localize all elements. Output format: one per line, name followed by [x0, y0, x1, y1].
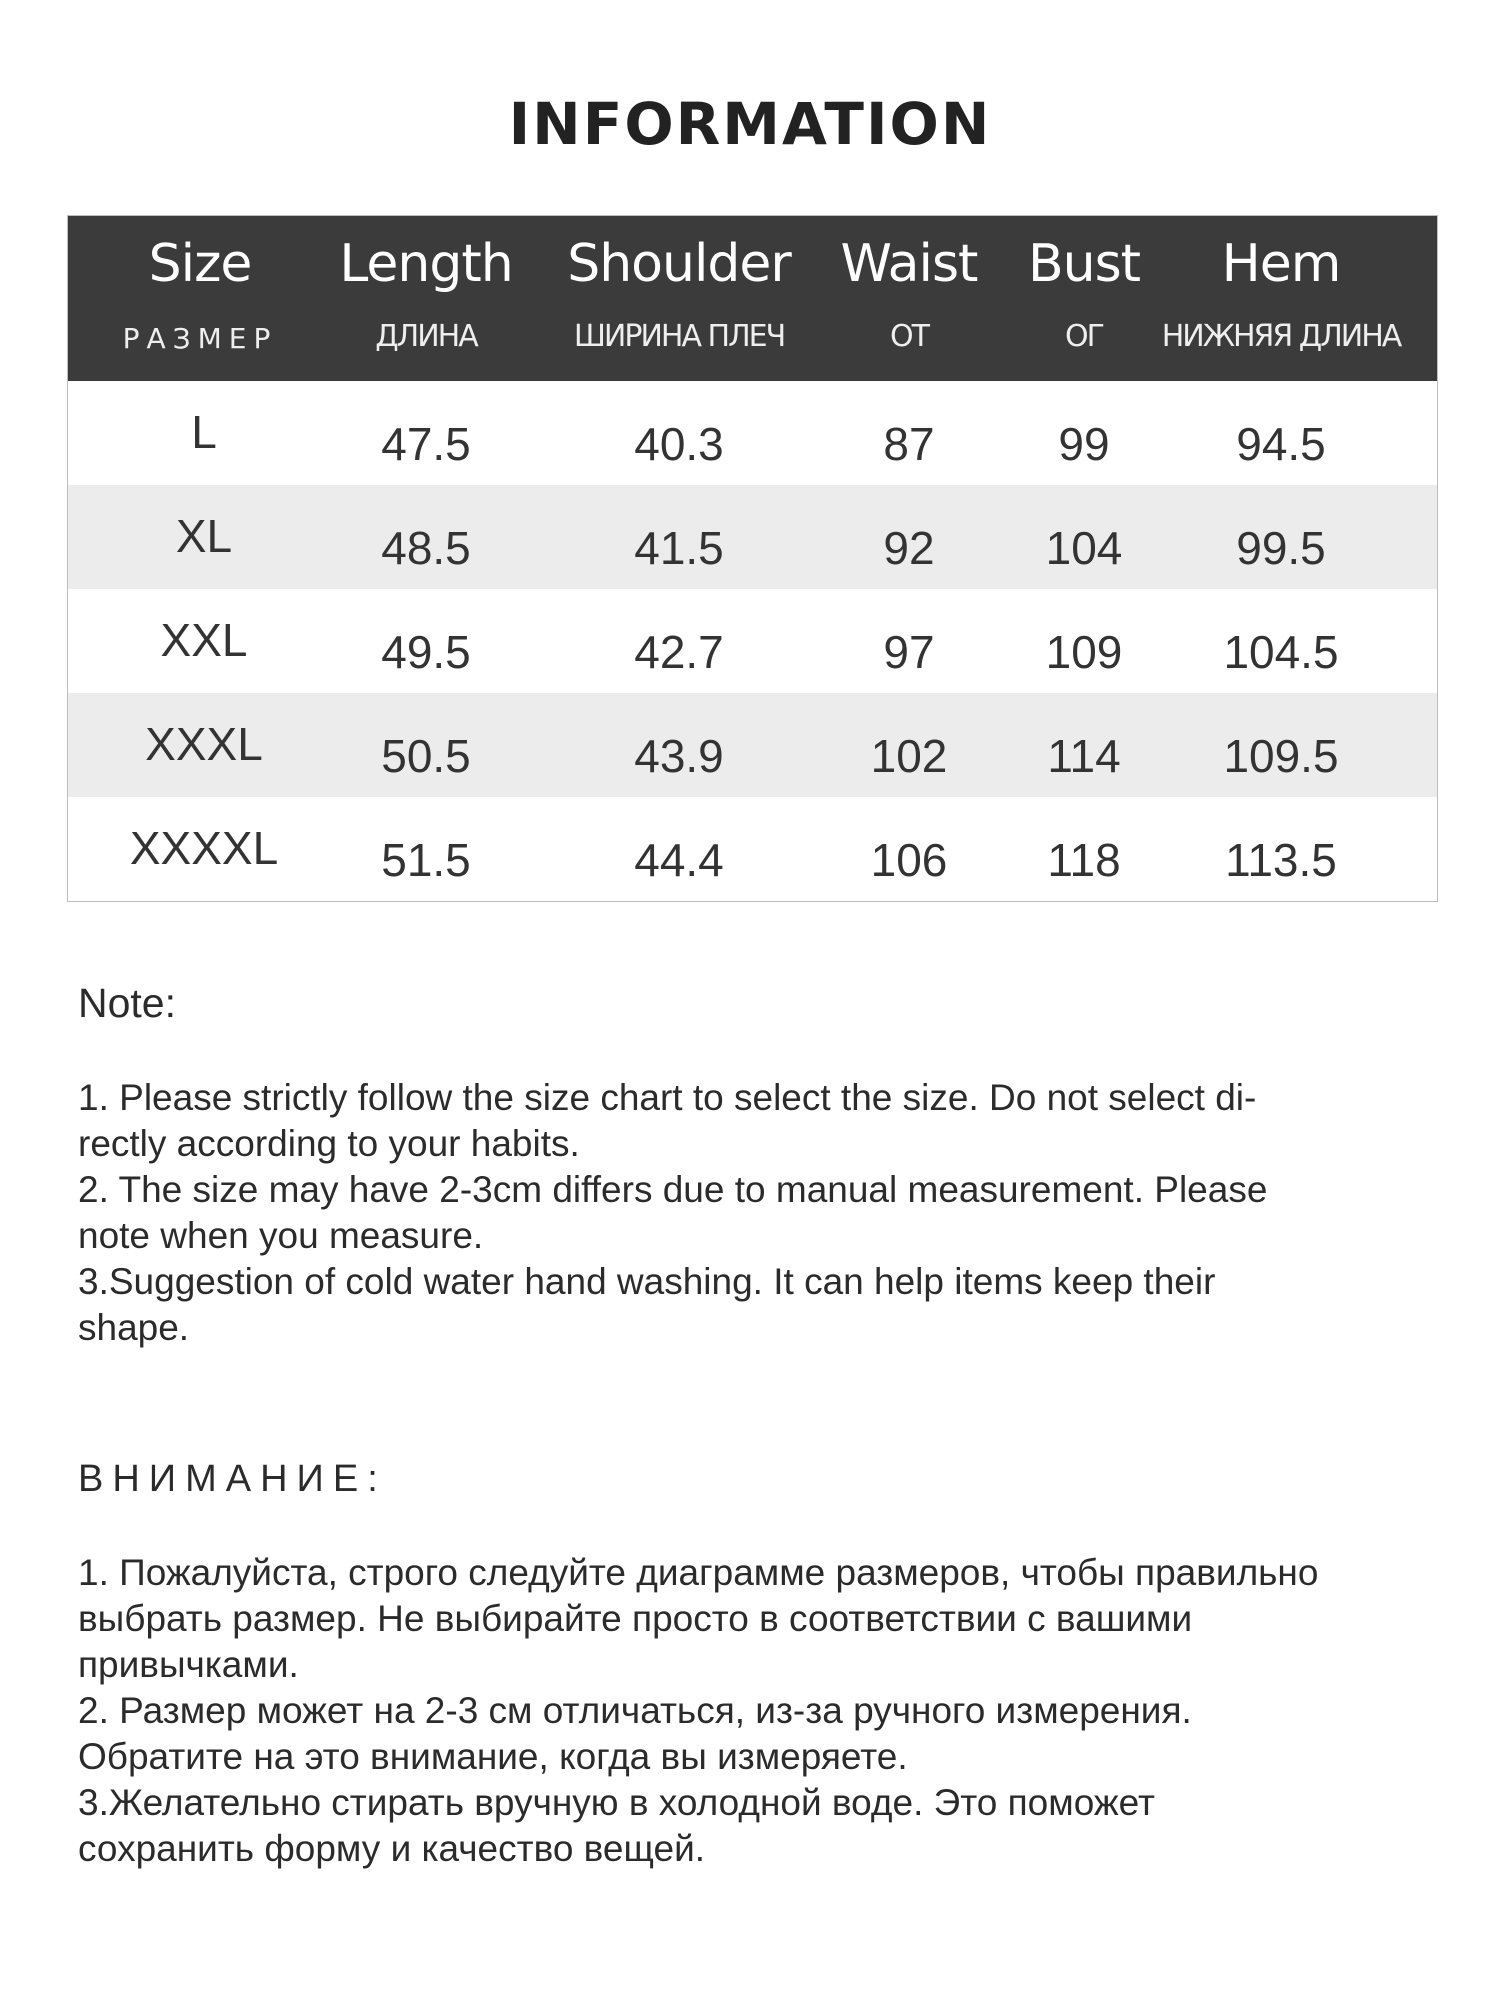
note-body: [78, 1075, 1438, 1351]
ru-note-line: сохранить форму и качество вещей.: [78, 1828, 706, 1869]
cell-shoulder: 43.9: [634, 730, 724, 782]
cell-bust: 99: [1058, 418, 1110, 470]
cell-waist: 92: [883, 522, 935, 574]
cell-waist: 102: [870, 730, 948, 782]
cell-hem: 94.5: [1236, 418, 1326, 470]
cell-bust: 104: [1045, 522, 1123, 574]
cell-length: 48.5: [381, 522, 471, 574]
table-row: [68, 381, 1437, 485]
cell-size: XXXXL: [129, 822, 279, 874]
cell-bust: 114: [1047, 730, 1121, 782]
cell-hem: 99.5: [1236, 522, 1326, 574]
cell-hem: 113.5: [1225, 834, 1337, 886]
ru-note-line: 3.Желательно стирать вручную в холодной воде. Это поможет: [78, 1782, 1155, 1823]
note-heading: Note:: [78, 980, 176, 1026]
header-hem-en: Hem: [1221, 234, 1341, 294]
cell-shoulder: 44.4: [634, 834, 724, 886]
cell-bust: 118: [1047, 834, 1121, 886]
note-line: note when you measure.: [78, 1215, 484, 1256]
cell-length: 50.5: [381, 730, 471, 782]
note-line: shape.: [78, 1307, 190, 1348]
ru-note-line: выбрать размер. Не выбирайте просто в соответствии с вашими: [78, 1598, 1193, 1639]
cell-hem: 104.5: [1223, 626, 1339, 678]
cell-size: XL: [175, 510, 233, 562]
table-row: [68, 693, 1437, 797]
header-shoulder-en: Shoulder: [567, 234, 791, 294]
header-hem-ru: НИЖНЯЯ ДЛИНА: [1161, 319, 1401, 354]
ru-note-heading: ВНИМАНИЕ:: [78, 1458, 387, 1500]
cell-waist: 106: [870, 834, 948, 886]
cell-shoulder: 42.7: [634, 626, 724, 678]
ru-note-line: привычками.: [78, 1644, 299, 1685]
header-waist-en: Waist: [840, 234, 978, 294]
header-length-ru: ДЛИНА: [375, 319, 477, 354]
cell-size: XXXL: [145, 718, 263, 770]
table-header: [68, 216, 1437, 381]
cell-length: 51.5: [381, 834, 471, 886]
note-line: 2. The size may have 2-3cm differs due to manual measurement. Please: [78, 1169, 1268, 1210]
header-waist-ru: ОТ: [890, 319, 928, 354]
cell-length: 49.5: [381, 626, 471, 678]
cell-shoulder: 41.5: [634, 522, 724, 574]
table-row: [68, 797, 1437, 901]
header-bust-ru: ОГ: [1065, 319, 1103, 354]
cell-length: 47.5: [381, 418, 471, 470]
cell-bust: 109: [1045, 626, 1123, 678]
ru-note-line: 2. Размер может на 2-3 см отличаться, из-за ручного измерения.: [78, 1690, 1192, 1731]
cell-waist: 97: [883, 626, 935, 678]
table-row: [68, 589, 1437, 693]
cell-size: XXL: [160, 614, 248, 666]
header-shoulder-ru: ШИРИНА ПЛЕЧ: [573, 319, 785, 354]
cell-shoulder: 40.3: [634, 418, 724, 470]
header-size-ru: РАЗМЕР: [122, 322, 278, 355]
cell-size: L: [191, 406, 217, 458]
table-row: [68, 485, 1437, 589]
ru-note-line: Обратите на это внимание, когда вы измеряете.: [78, 1736, 908, 1777]
size-table: [67, 215, 1438, 902]
cell-waist: 87: [883, 418, 935, 470]
header-bust-en: Bust: [1027, 234, 1141, 294]
header-size-en: Size: [148, 234, 252, 294]
ru-note-body: [78, 1550, 1438, 1872]
header-length-en: Length: [339, 234, 513, 294]
page-title: INFORMATION: [508, 90, 992, 158]
ru-note-line: 1. Пожалуйста, строго следуйте диаграмме размеров, чтобы правильно: [78, 1552, 1319, 1593]
note-line: 1. Please strictly follow the size chart to select the size. Do not select di-: [78, 1077, 1257, 1118]
cell-hem: 109.5: [1223, 730, 1339, 782]
note-line: rectly according to your habits.: [78, 1123, 580, 1164]
note-line: 3.Suggestion of cold water hand washing. It can help items keep their: [78, 1261, 1216, 1302]
